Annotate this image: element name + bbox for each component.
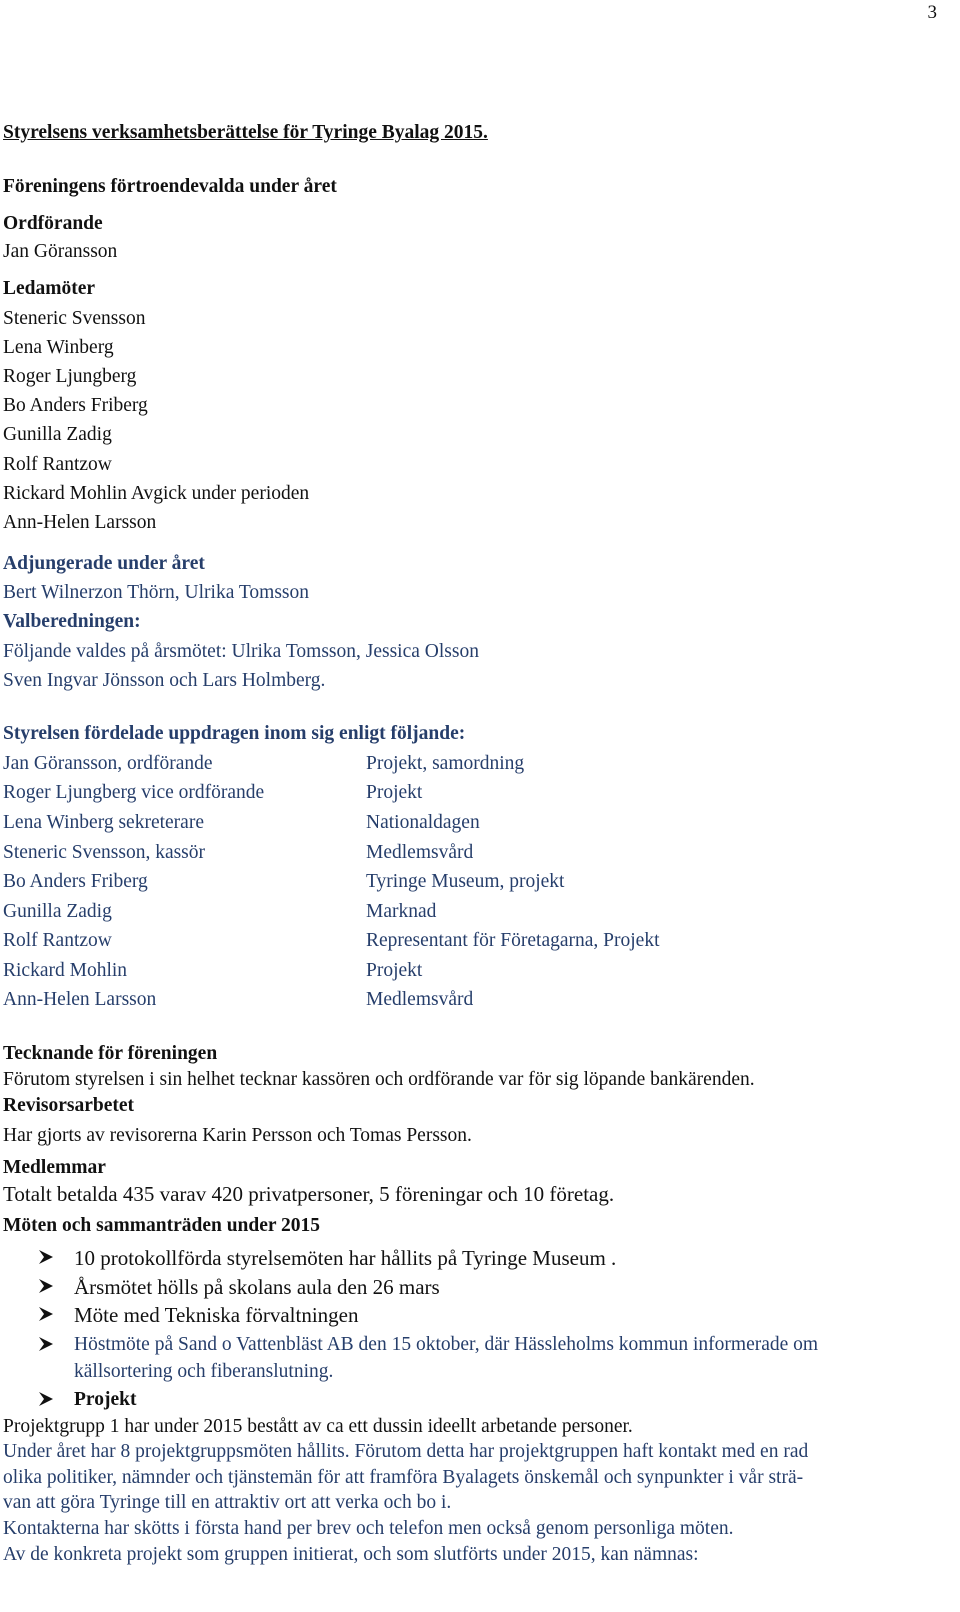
project-paragraph: van att göra Tyringe till en attraktiv ort att verka och bo i. xyxy=(3,1492,452,1513)
chair-heading: Ordförande xyxy=(3,213,103,234)
assignment-name: Rolf Rantzow xyxy=(3,930,112,951)
assignment-task: Nationaldagen xyxy=(366,812,480,833)
assignment-task: Medlemsvård xyxy=(366,989,474,1010)
meetings-heading: Möten och sammanträden under 2015 xyxy=(3,1215,321,1236)
member-item: Rickard Mohlin Avgick under perioden xyxy=(3,483,310,504)
assignment-name: Gunilla Zadig xyxy=(3,901,112,922)
assignment-task: Projekt xyxy=(366,782,423,803)
meeting-text: Möte med Tekniska förvaltningen xyxy=(74,1303,359,1327)
project-paragraph: Under året har 8 projektgruppsmöten hållits. Förutom detta har projektgruppen haft kontakt med en rad xyxy=(3,1441,809,1462)
assignment-name: Bo Anders Friberg xyxy=(3,871,148,892)
audit-heading: Revisorsarbetet xyxy=(3,1095,135,1116)
page-number: 3 xyxy=(927,2,937,23)
assignment-task: Representant för Företagarna, Projekt xyxy=(366,930,660,951)
nomination-heading: Valberedningen: xyxy=(3,611,141,632)
members-heading: Ledamöter xyxy=(3,278,96,299)
adjunct-names: Bert Wilnerzon Thörn, Ulrika Tomsson xyxy=(3,582,310,603)
meeting-text: 10 protokollförda styrelsemöten har hållits på Tyringe Museum . xyxy=(74,1246,617,1270)
member-item: Gunilla Zadig xyxy=(3,424,112,445)
section-elected-heading: Föreningens förtroendevalda under året xyxy=(3,176,337,197)
membership-heading: Medlemmar xyxy=(3,1157,106,1178)
nomination-line: Följande valdes på årsmötet: Ulrika Tomsson, Jessica Olsson xyxy=(3,641,479,662)
project-heading: Projekt xyxy=(74,1389,137,1410)
member-item: Roger Ljungberg xyxy=(3,366,137,387)
assignment-name: Jan Göransson, ordförande xyxy=(3,753,213,774)
assignment-task: Marknad xyxy=(366,901,437,922)
arrowhead-bullet-icon xyxy=(38,1306,54,1322)
assignment-name: Rickard Mohlin xyxy=(3,960,128,981)
arrowhead-bullet-icon xyxy=(38,1278,54,1294)
meeting-text: Höstmöte på Sand o Vattenbläst AB den 15 oktober, där Hässleholms kommun informerade om xyxy=(74,1334,819,1355)
meeting-text: Årsmötet hölls på skolans aula den 26 mars xyxy=(74,1275,440,1299)
assignment-task: Tyringe Museum, projekt xyxy=(366,871,565,892)
arrowhead-bullet-icon xyxy=(38,1249,54,1265)
project-paragraph: Projektgrupp 1 har under 2015 bestått av ca ett dussin ideellt arbetande personer. xyxy=(3,1416,633,1437)
project-paragraph: Kontakterna har skötts i första hand per brev och telefon men också genom personliga möten. xyxy=(3,1518,734,1539)
assignment-name: Lena Winberg sekreterare xyxy=(3,812,204,833)
adjunct-heading: Adjungerade under året xyxy=(3,553,205,574)
member-item: Ann-Helen Larsson xyxy=(3,512,157,533)
meeting-text: källsortering och fiberanslutning. xyxy=(74,1361,334,1382)
membership-text: Totalt betalda 435 varav 420 privatpersoner, 5 föreningar och 10 företag. xyxy=(3,1182,615,1206)
member-item: Rolf Rantzow xyxy=(3,454,112,475)
project-paragraph: olika politiker, nämnder och tjänstemän för att framföra Byalagets önskemål och synpunkter i vår strä- xyxy=(3,1467,804,1488)
arrowhead-bullet-icon xyxy=(38,1336,54,1352)
assignment-name: Steneric Svensson, kassör xyxy=(3,842,206,863)
nomination-line: Sven Ingvar Jönsson och Lars Holmberg. xyxy=(3,670,326,691)
chair-name: Jan Göransson xyxy=(3,241,118,262)
assignment-task: Projekt xyxy=(366,960,423,981)
member-item: Steneric Svensson xyxy=(3,308,146,329)
signing-heading: Tecknande för föreningen xyxy=(3,1043,218,1064)
member-item: Lena Winberg xyxy=(3,337,114,358)
signing-text: Förutom styrelsen i sin helhet tecknar kassören och ordförande var för sig löpande bankärenden. xyxy=(3,1069,755,1090)
assignment-name: Ann-Helen Larsson xyxy=(3,989,157,1010)
assignment-name: Roger Ljungberg vice ordförande xyxy=(3,782,265,803)
arrowhead-bullet-icon xyxy=(38,1391,54,1407)
project-paragraph: Av de konkreta projekt som gruppen initierat, och som slutförts under 2015, kan nämnas: xyxy=(3,1544,699,1565)
audit-text: Har gjorts av revisorerna Karin Persson och Tomas Persson. xyxy=(3,1125,472,1146)
member-item: Bo Anders Friberg xyxy=(3,395,148,416)
assignment-task: Projekt, samordning xyxy=(366,753,525,774)
document-title: Styrelsens verksamhetsberättelse för Tyringe Byalag 2015. xyxy=(3,122,488,143)
assignments-heading: Styrelsen fördelade uppdragen inom sig enligt följande: xyxy=(3,723,466,744)
assignment-task: Medlemsvård xyxy=(366,842,474,863)
